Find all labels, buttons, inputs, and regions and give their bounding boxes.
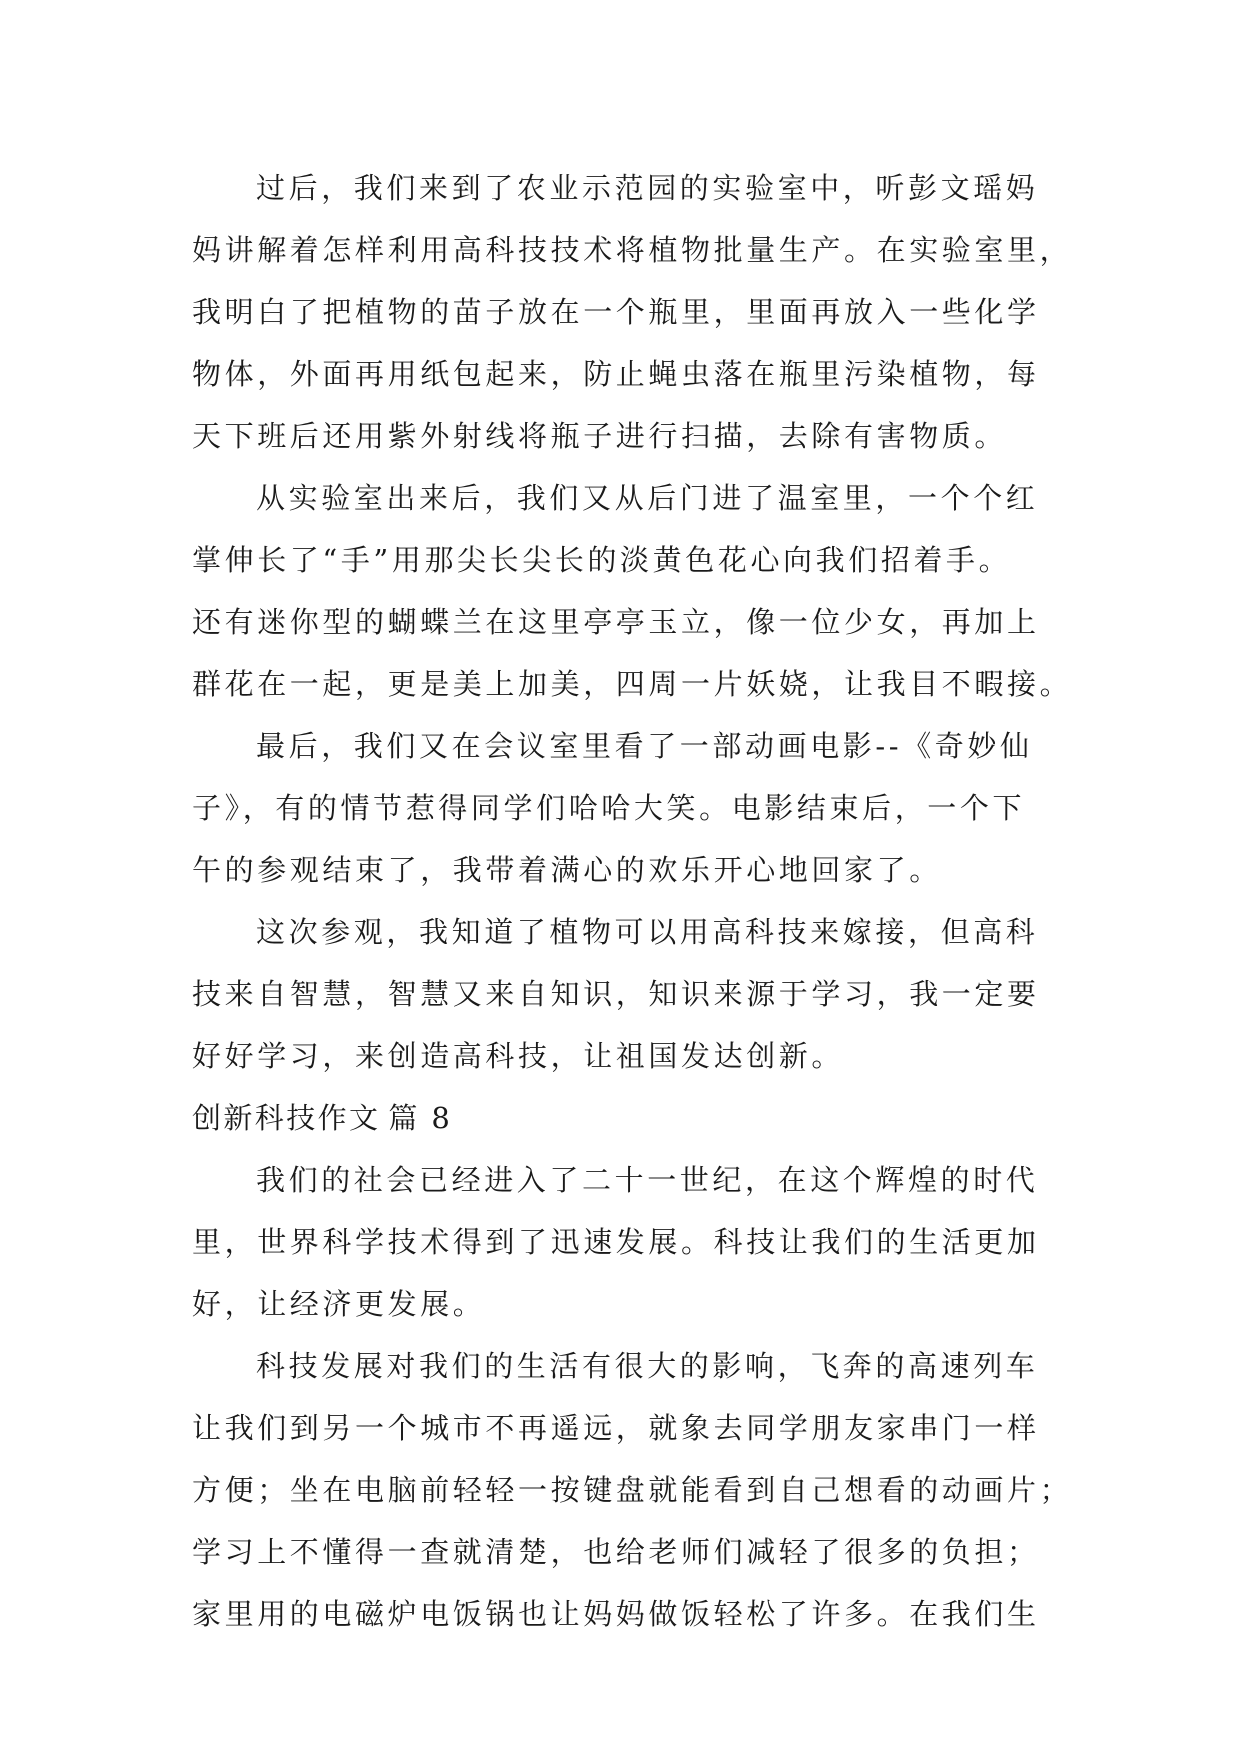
section-title: 创新科技作文: [192, 1101, 381, 1135]
paragraph-line: 好好学习，来创造高科技，让祖国发达创新。: [192, 1039, 845, 1073]
paragraph-line: 我们的社会已经进入了二十一世纪，在这个辉煌的时代: [256, 1163, 1039, 1197]
paragraph-line: 让我们到另一个城市不再遥远，就象去同学朋友家串门一样: [192, 1411, 1040, 1445]
paragraph-line: 这次参观，我知道了植物可以用高科技来嫁接，但高科: [256, 915, 1039, 949]
paragraph-line: 好，让经济更发展。: [192, 1287, 486, 1321]
paragraph-line: 群花在一起，更是美上加美，四周一片妖娆，让我目不暇接。: [192, 667, 1073, 701]
paragraph-line: 从实验室出来后，我们又从后门进了温室里，一个个红: [256, 481, 1039, 515]
paragraph-line: 学习上不懂得一查就清楚，也给老师们减轻了很多的负担；: [192, 1535, 1040, 1569]
paragraph-line: 还有迷你型的蝴蝶兰在这里亭亭玉立，像一位少女，再加上: [192, 605, 1040, 639]
paragraph-line: 天下班后还用紫外射线将瓶子进行扫描，去除有害物质。: [192, 419, 1008, 453]
paragraph-line: 科技发展对我们的生活有很大的影响，飞奔的高速列车: [256, 1349, 1039, 1383]
document-body: [192, 157, 1092, 1645]
paragraph-line: 子》，有的情节惹得同学们哈哈大笑。电影结束后，一个下: [192, 791, 1026, 825]
section-number: 篇 8: [388, 1101, 453, 1135]
paragraph-line: 家里用的电磁炉电饭锅也让妈妈做饭轻松了许多。在我们生: [192, 1597, 1040, 1631]
paragraph-line: 午的参观结束了，我带着满心的欢乐开心地回家了。: [192, 853, 942, 887]
paragraph-line: 物体，外面再用纸包起来，防止蝇虫落在瓶里污染植物，每: [192, 357, 1040, 391]
paragraph-line: 方便；坐在电脑前轻轻一按键盘就能看到自己想看的动画片；: [192, 1473, 1073, 1507]
paragraph-line: 我明白了把植物的苗子放在一个瓶里，里面再放入一些化学: [192, 295, 1040, 329]
paragraph-line: 最后，我们又在会议室里看了一部动画电影--《奇妙仙: [256, 729, 1033, 763]
section-heading: [192, 1087, 1092, 1149]
paragraph-line: 掌伸长了“手”用那尖长尖长的淡黄色花心向我们招着手。: [192, 543, 1012, 577]
paragraph-line: 里，世界科学技术得到了迅速发展。科技让我们的生活更加: [192, 1225, 1040, 1259]
paragraph-line: 技来自智慧，智慧又来自知识，知识来源于学习，我一定要: [192, 977, 1040, 1011]
paragraph-line: 妈讲解着怎样利用高科技技术将植物批量生产。在实验室里，: [192, 233, 1073, 267]
paragraph-line: 过后，我们来到了农业示范园的实验室中，听彭文瑶妈: [256, 171, 1039, 205]
